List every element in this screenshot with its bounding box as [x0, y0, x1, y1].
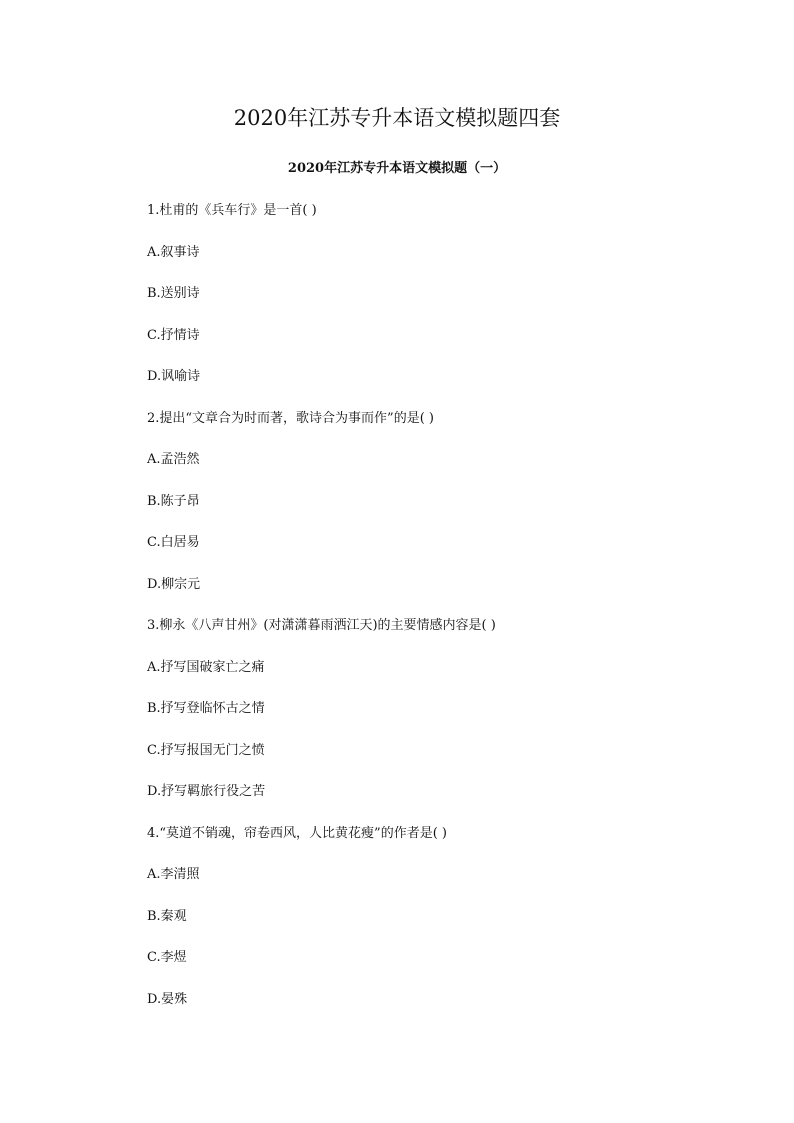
- answer-option: C.抒写报国无门之愤: [147, 742, 265, 758]
- document-title: 2020年江苏专升本语文模拟题四套: [233, 106, 561, 130]
- answer-option: B.抒写登临怀古之情: [147, 701, 265, 716]
- answer-option: A.抒写国破家亡之痛: [147, 659, 265, 675]
- question-stem: 1.杜甫的《兵车行》是一首( ): [147, 203, 317, 218]
- question-stem: 2.提出“文章合为时而著，歌诗合为事而作”的是( ): [147, 410, 434, 426]
- answer-option: A.孟浩然: [147, 452, 200, 467]
- question-stem: 3.柳永《八声甘州》(对潇潇暮雨洒江天)的主要情感内容是( ): [147, 618, 496, 633]
- answer-option: D.晏殊: [147, 991, 188, 1007]
- answer-option: B.送别诗: [147, 286, 200, 301]
- answer-option: D.抒写羁旅行役之苦: [147, 784, 266, 799]
- answer-option: C.抒情诗: [147, 327, 200, 343]
- answer-option: B.陈子昂: [147, 493, 200, 509]
- answer-option: A.李清照: [147, 867, 200, 882]
- answer-option: D.讽喻诗: [147, 369, 201, 384]
- question-list: [147, 200, 707, 1030]
- answer-option: C.白居易: [147, 535, 200, 550]
- question-stem: 4.“莫道不销魂，帘卷西风，人比黄花瘦”的作者是( ): [147, 825, 447, 841]
- answer-option: C.李煜: [147, 950, 187, 965]
- answer-option: B.秦观: [147, 908, 187, 924]
- answer-option: A.叙事诗: [147, 244, 200, 260]
- section-title: 2020年江苏专升本语文模拟题（一）: [287, 161, 507, 176]
- answer-option: D.柳宗元: [147, 576, 201, 592]
